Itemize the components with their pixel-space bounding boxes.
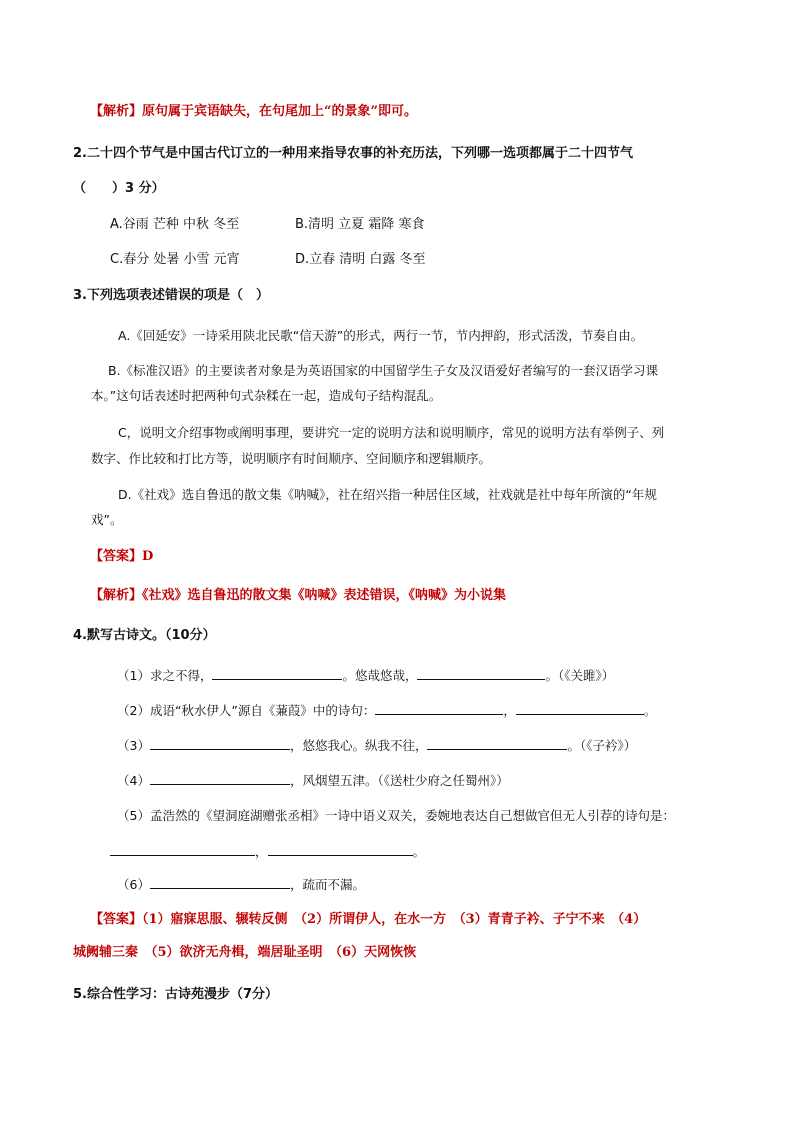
item-text: 。悠哉悠哉， [342, 668, 418, 683]
item-text: ，风烟望五津。（《送杜少府之任蜀州》） [289, 773, 509, 788]
analysis-text: 原句属于宾语缺失，在句尾加上“的景象”即可。 [142, 104, 417, 119]
item-text: （4） [117, 773, 150, 788]
q4-answer-line1 [90, 911, 646, 929]
q2-option-a: A.谷雨 芒种 中秋 冬至 [110, 217, 240, 232]
answer-blank[interactable] [110, 843, 255, 856]
q3-option-c-line2: 数字、作比较和打比方等，说明顺序有时间顺序、空间顺序和逻辑顺序。 [91, 451, 492, 466]
answer-blank[interactable] [375, 702, 503, 715]
q2-option-d: D.立春 清明 白露 冬至 [295, 252, 426, 267]
prev-analysis [90, 103, 417, 121]
item-text: 。（《子衿》） [567, 738, 637, 753]
q4-item-4 [117, 772, 509, 790]
q4-answer-line2: 城阙辅三秦 （5）欲济无舟楫，端居耻圣明 （6）天网恢恢 [73, 945, 417, 960]
answer-text: （1）寤寐思服、辗转反侧 （2）所谓伊人，在水一方 （3）青青子衿、子宁不来 （4） [142, 912, 647, 927]
q4-item-5-line2 [110, 843, 425, 861]
answer-blank[interactable] [150, 772, 290, 785]
analysis-text: 《社戏》选自鲁迅的散文集《呐喊》表述错误，《呐喊》为小说集 [142, 588, 507, 603]
q4-item-2 [117, 702, 656, 720]
q4-item-1 [117, 667, 614, 685]
answer-blank[interactable] [417, 667, 545, 680]
q4-item-5-line1: （5）孟浩然的《望洞庭湖赠张丞相》一诗中语义双关，委婉地表达自己想做官但无人引荐的诗句是： [117, 808, 675, 823]
answer-value: D [142, 549, 154, 564]
analysis-tag: 【解析】 [90, 588, 143, 603]
answer-blank[interactable] [150, 876, 290, 889]
answer-tag: 【答案】 [90, 912, 143, 927]
item-text: ，疏而不漏。 [289, 877, 365, 892]
q4-stem: 4.默写古诗文。（10分） [73, 628, 216, 643]
answer-blank[interactable] [150, 737, 290, 750]
q3-stem: 3.下列选项表述错误的项是（ ） [73, 288, 269, 303]
analysis-tag: 【解析】 [90, 104, 143, 119]
answer-blank[interactable] [268, 843, 413, 856]
item-text: 。 [412, 844, 426, 859]
item-text: 。（《关雎》） [545, 668, 615, 683]
q3-answer [90, 548, 153, 566]
answer-blank[interactable] [427, 737, 567, 750]
q3-option-c-line1: C，说明文介绍事物或阐明事理，要讲究一定的说明方法和说明顺序，常见的说明方法有举例子、列 [118, 425, 665, 440]
q3-option-b-line2: 本。”这句话表述时把两种句式杂糅在一起，造成句子结构混乱。 [91, 388, 442, 403]
item-text: ，悠悠我心。纵我不往， [289, 738, 428, 753]
answer-blank[interactable] [516, 702, 644, 715]
q2-stem-line1: 2.二十四个节气是中国古代订立的一种用来指导农事的补充历法，下列哪一选项都属于二十四节气 [73, 146, 633, 161]
q3-option-a: A.《回延安》一诗采用陕北民歌“信天游”的形式，两行一节，节内押韵，形式活泼，节奏自由。 [118, 328, 644, 343]
item-text: （2）成语“秋水伊人”源自《蒹葭》中的诗句： [117, 703, 376, 718]
q4-item-6 [117, 876, 365, 894]
item-text: （6） [117, 877, 150, 892]
item-text: （3） [117, 738, 150, 753]
q3-option-d-line2: 戏”。 [91, 512, 123, 527]
answer-blank[interactable] [212, 667, 342, 680]
q5-stem: 5.综合性学习：古诗苑漫步（7分） [73, 987, 279, 1002]
q2-stem-line2: （ ）3 分） [73, 181, 165, 196]
q3-option-b-line1: B.《标准汉语》的主要读者对象是为英语国家的中国留学生子女及汉语爱好者编写的一套汉语学习课 [108, 363, 659, 378]
item-text: ， [255, 844, 268, 859]
item-text: （1）求之不得， [117, 668, 213, 683]
q2-option-c: C.春分 处暑 小雪 元宵 [110, 252, 240, 267]
q3-analysis [90, 587, 506, 605]
item-text: ， [503, 703, 516, 718]
item-text: 。 [643, 703, 657, 718]
q4-item-3 [117, 737, 636, 755]
q2-option-b: B.清明 立夏 霜降 寒食 [295, 217, 425, 232]
answer-tag: 【答案】 [90, 549, 143, 564]
q3-option-d-line1: D.《社戏》选自鲁迅的散文集《呐喊》，社在绍兴指一种居住区域，社戏就是社中每年所演的“年规 [118, 487, 657, 502]
